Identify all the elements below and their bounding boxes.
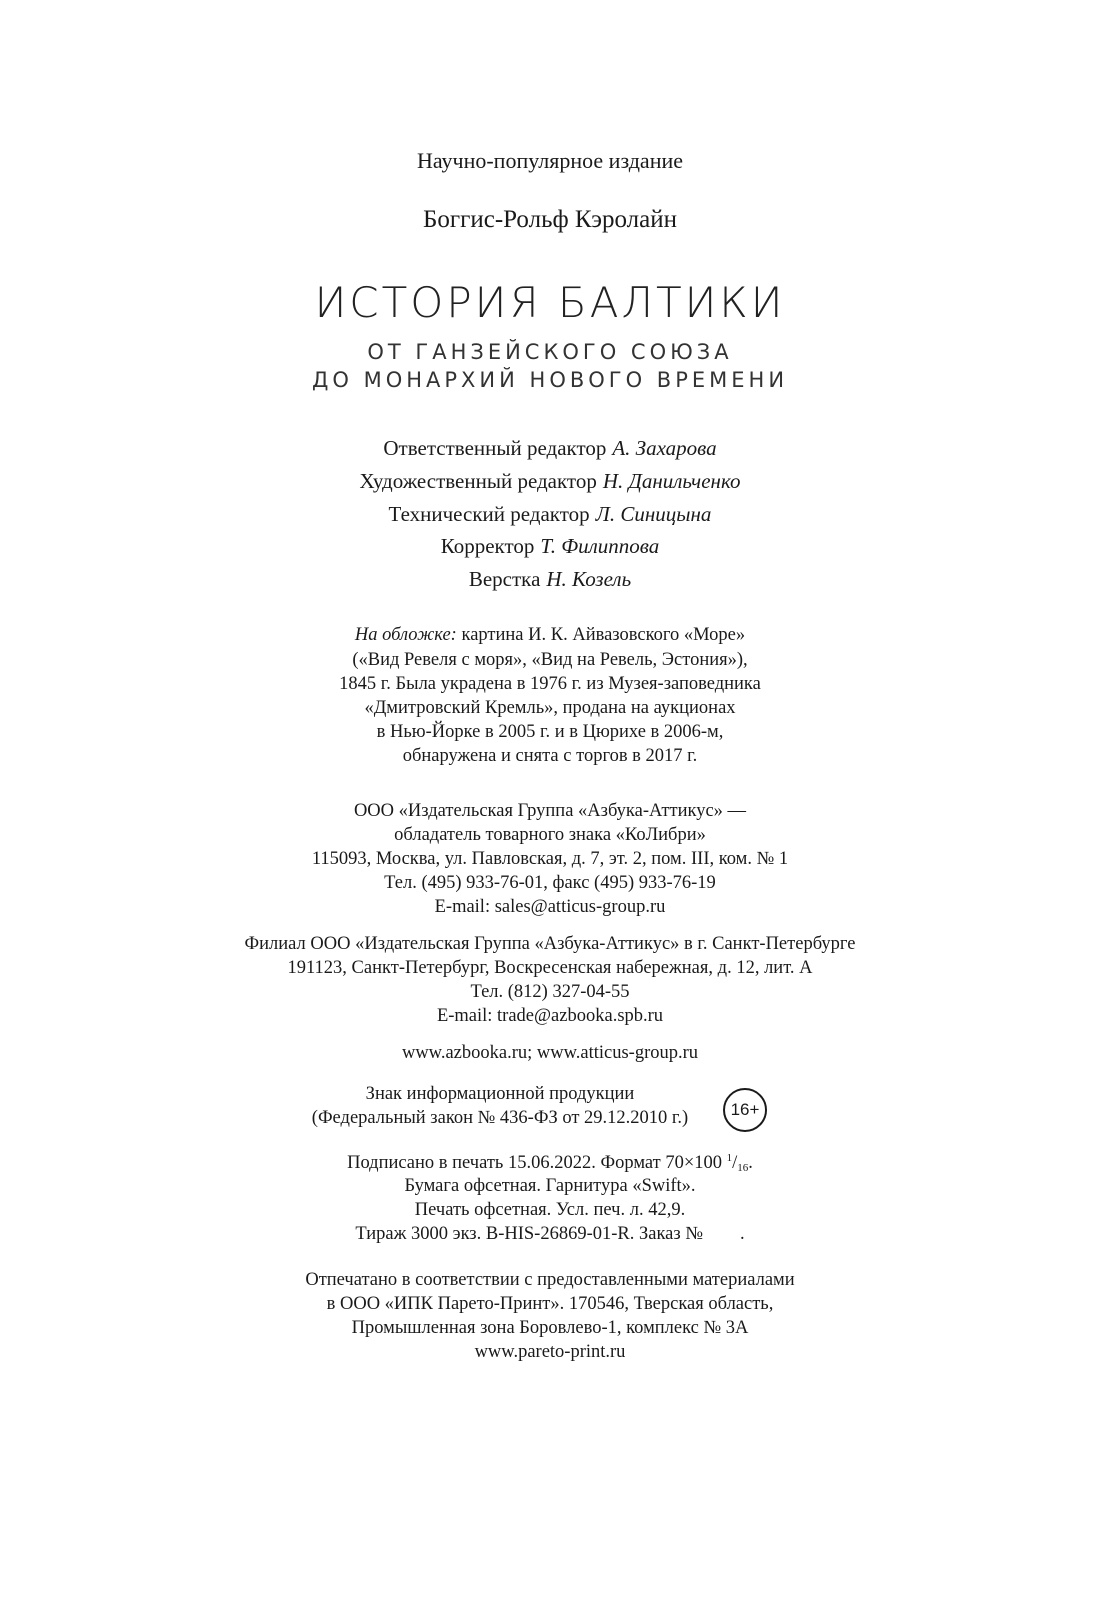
credit-role: Верстка bbox=[468, 567, 541, 591]
cover-note-line: обнаружена и снята с торгов в 2017 г. bbox=[402, 746, 698, 766]
publisher-line: ООО «Издательская Группа «Азбука-Аттикус» — bbox=[353, 801, 747, 821]
cover-note-label: На обложке: bbox=[354, 625, 457, 645]
printer-line: Промышленная зона Боровлево-1, комплекс № 3А bbox=[351, 1318, 749, 1338]
credit-role: Корректор bbox=[440, 534, 535, 558]
branch-line: Филиал ООО «Издательская Группа «Азбука-Аттикус» в г. Санкт-Петербурге bbox=[244, 934, 856, 954]
credit-line bbox=[0, 534, 1100, 559]
age-mark-line: Знак информационной продукции bbox=[365, 1084, 635, 1104]
credit-name: Т. Филиппова bbox=[540, 534, 660, 558]
credit-line bbox=[0, 436, 1100, 461]
credit-line bbox=[0, 567, 1100, 592]
credit-line bbox=[0, 502, 1100, 527]
credit-name: Л. Синицына bbox=[595, 502, 712, 526]
print-info-text: Подписано в печать 15.06.2022. Формат 70×100 bbox=[347, 1153, 723, 1173]
printer-line: Отпечатано в соответствии с предоставленными материалами bbox=[305, 1270, 795, 1290]
publisher-line: 115093, Москва, ул. Павловская, д. 7, эт. 2, пом. III, ком. № 1 bbox=[311, 849, 789, 869]
book-subtitle-line-1: ОТ ГАНЗЕЙСКОГО СОЮЗА bbox=[367, 340, 733, 364]
publisher-line: обладатель товарного знака «КоЛибри» bbox=[394, 825, 706, 845]
print-info-line: Подписано в печать 15.06.2022. Формат 70×100 $^1$/16. bbox=[347, 1152, 753, 1174]
publisher-line: Тел. (495) 933-76-01, факс (495) 933-76-19 bbox=[384, 873, 716, 893]
cover-note-line: в Нью-Йорке в 2005 г. и в Цюрихе в 2006-м, bbox=[376, 722, 724, 742]
branch-line: Тел. (812) 327-04-55 bbox=[470, 982, 630, 1002]
cover-note-line: «Дмитровский Кремль», продана на аукционах bbox=[364, 698, 736, 718]
cover-note-text: картина И. К. Айвазовского «Море» bbox=[461, 625, 746, 645]
cover-note-line: 1845 г. Была украдена в 1976 г. из Музея-заповедника bbox=[339, 674, 761, 694]
age-rating-badge: 16+ bbox=[723, 1088, 767, 1132]
credit-name: Н. Козель bbox=[546, 567, 632, 591]
author-name: Боггис-Рольф Кэролайн bbox=[422, 206, 678, 233]
print-info-line: Тираж 3000 экз. B-HIS-26869-01-R. Заказ № . bbox=[355, 1224, 745, 1244]
credit-role: Художественный редактор bbox=[359, 469, 597, 493]
print-info-line: Печать офсетная. Усл. печ. л. 42,9. bbox=[414, 1200, 686, 1220]
format-fraction-denominator: 16 bbox=[737, 1162, 749, 1174]
format-fraction-numerator: 1 bbox=[726, 1152, 733, 1164]
genre-label: Научно-популярное издание bbox=[416, 148, 684, 173]
print-info-suffix: . bbox=[748, 1153, 753, 1173]
printer-line: в ООО «ИПК Парето-Принт». 170546, Тверская область, bbox=[326, 1294, 774, 1314]
credit-line bbox=[0, 469, 1100, 494]
branch-email: E-mail: trade@azbooka.spb.ru bbox=[436, 1006, 664, 1026]
cover-note-line bbox=[0, 625, 1100, 646]
book-subtitle-line-2: ДО МОНАРХИЙ НОВОГО ВРЕМЕНИ bbox=[311, 368, 789, 392]
credit-name: Н. Данильченко bbox=[602, 469, 741, 493]
credit-role: Технический редактор bbox=[388, 502, 590, 526]
book-title: ИСТОРИЯ БАЛТИКИ bbox=[314, 278, 786, 327]
credit-role: Ответственный редактор bbox=[383, 436, 607, 460]
publisher-email: E-mail: sales@atticus-group.ru bbox=[434, 897, 666, 917]
printer-website: www.pareto-print.ru bbox=[474, 1342, 626, 1362]
credit-name: А. Захарова bbox=[612, 436, 717, 460]
age-mark-line: (Федеральный закон № 436-ФЗ от 29.12.2010 г.) bbox=[311, 1108, 689, 1128]
websites: www.azbooka.ru; www.atticus-group.ru bbox=[401, 1043, 699, 1063]
print-info-line: Бумага офсетная. Гарнитура «Swift». bbox=[404, 1176, 696, 1196]
cover-note-line: («Вид Ревеля с моря», «Вид на Ревель, Эстония»), bbox=[352, 650, 748, 670]
branch-line: 191123, Санкт-Петербург, Воскресенская набережная, д. 12, лит. А bbox=[287, 958, 813, 978]
